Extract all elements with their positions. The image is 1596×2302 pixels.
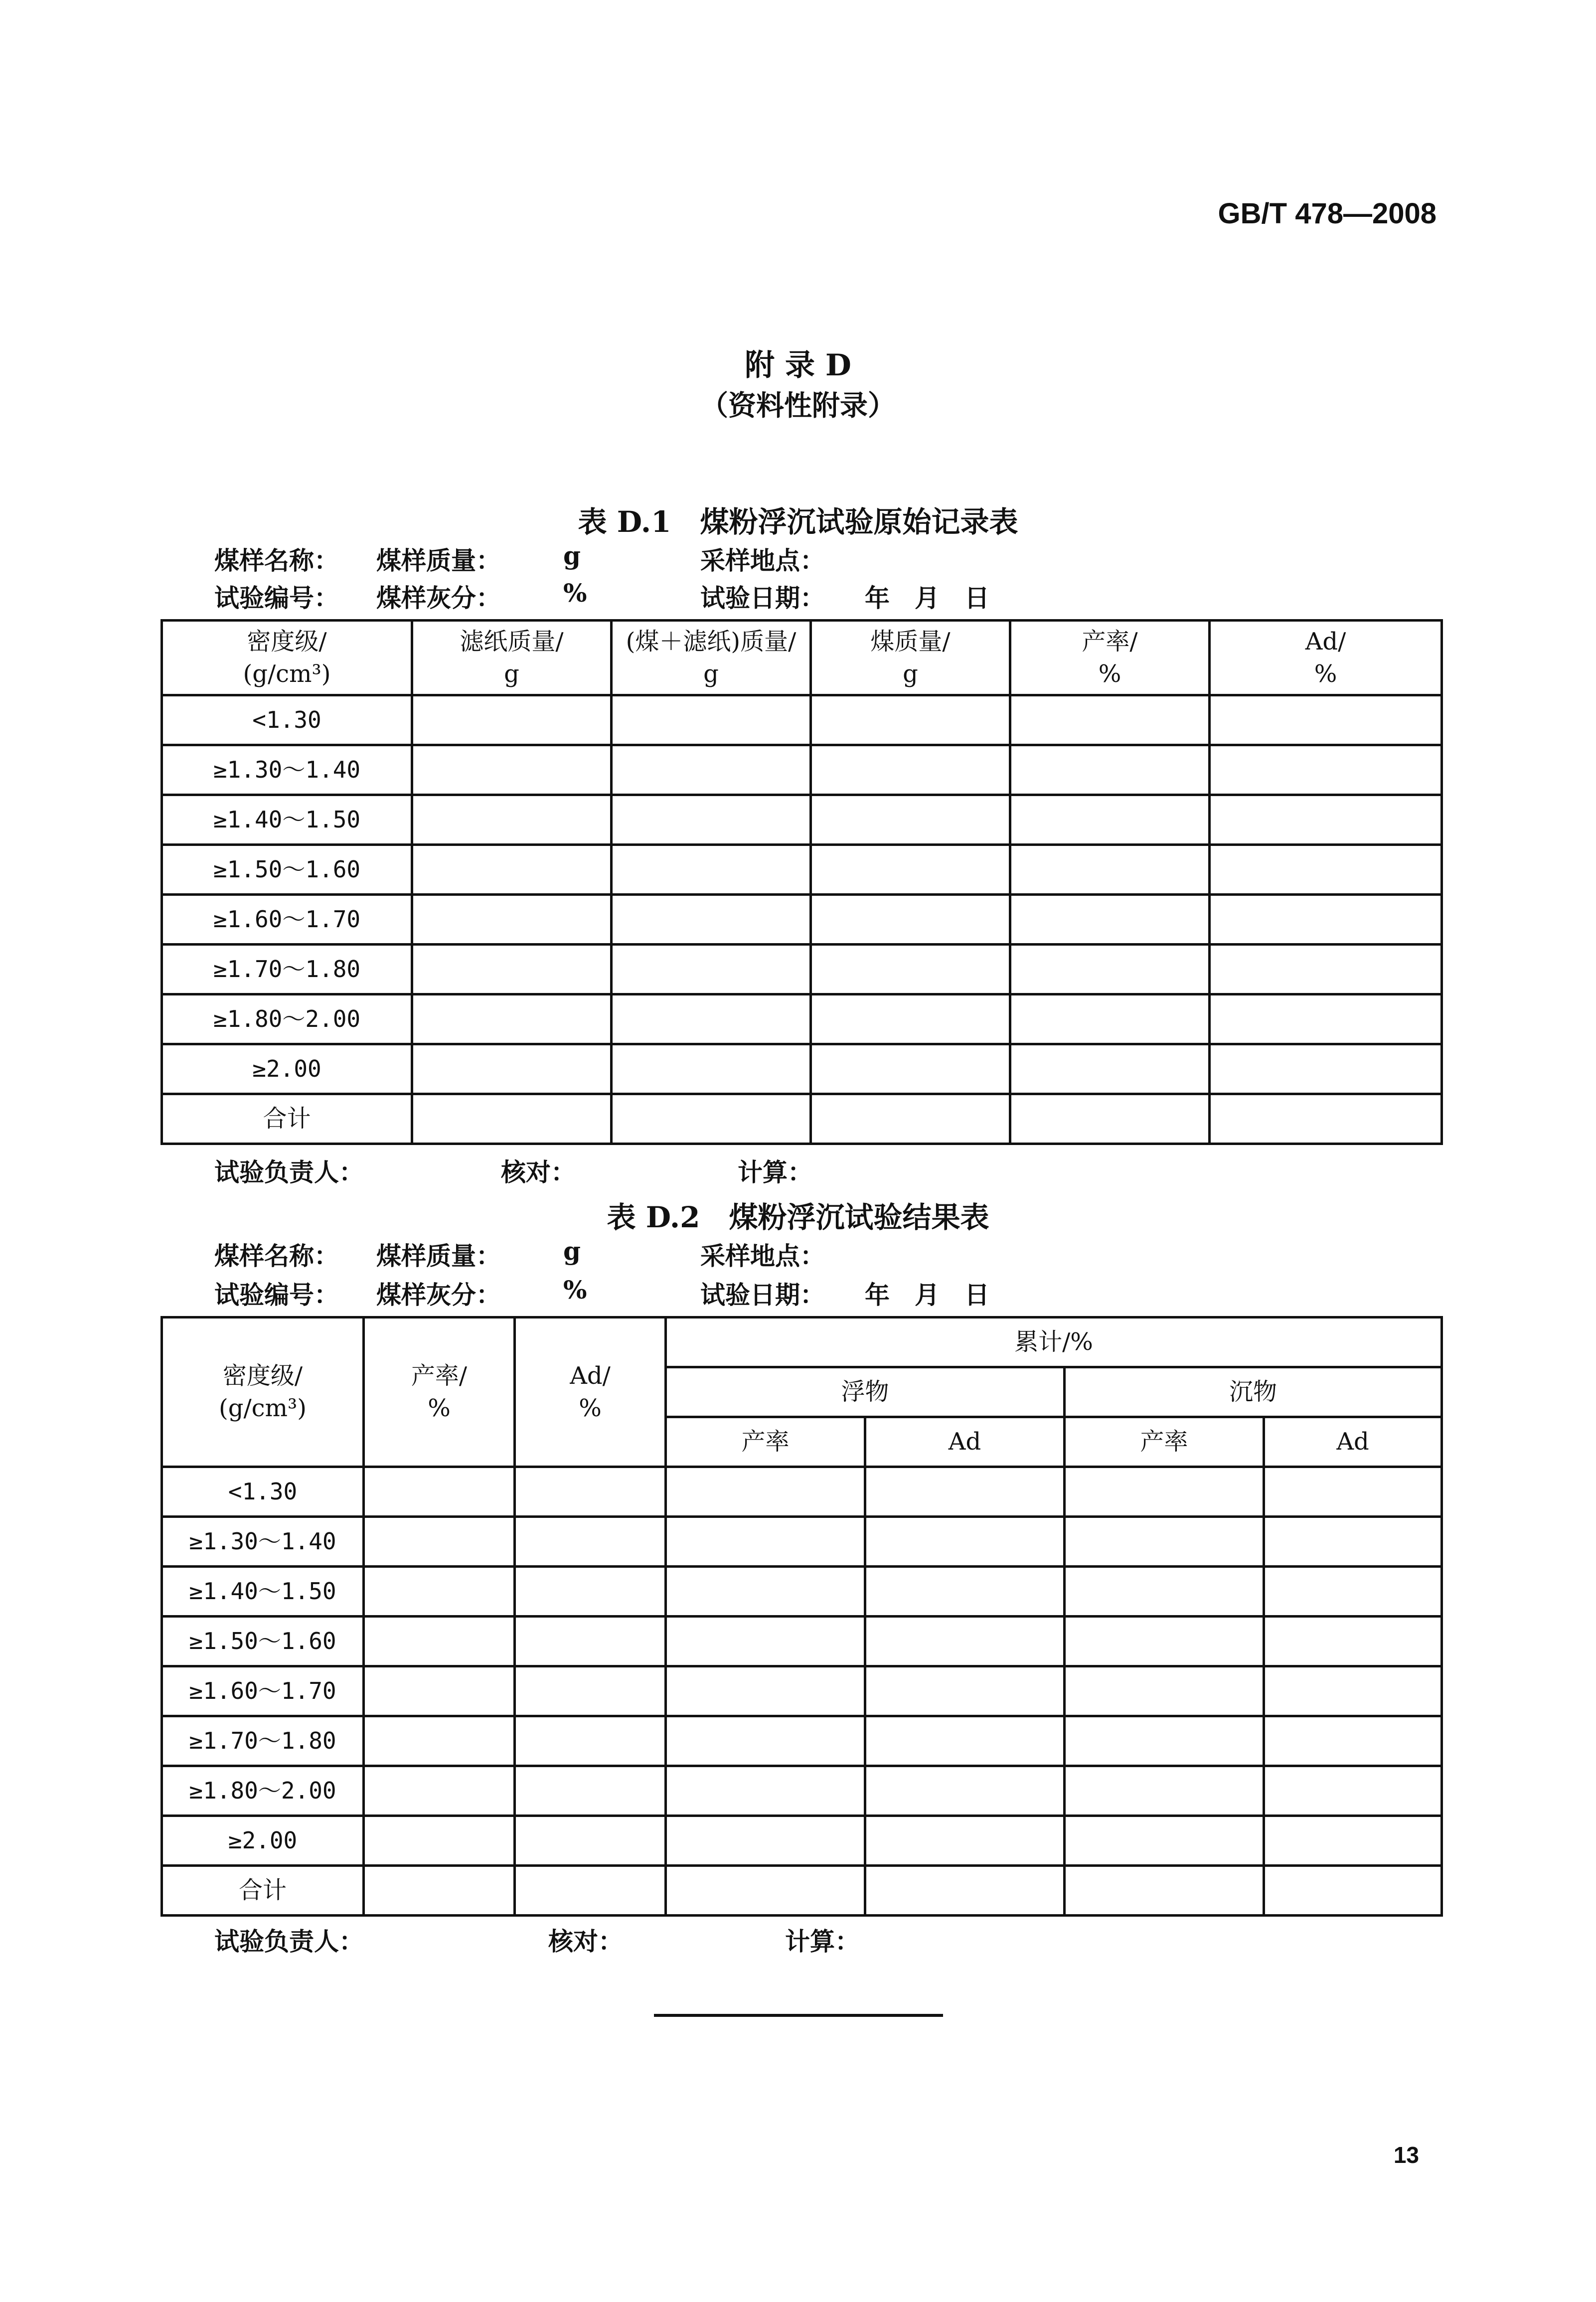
table-row — [162, 994, 1442, 1044]
data-cell[interactable] — [811, 795, 1010, 845]
data-cell[interactable] — [666, 1467, 865, 1517]
document-number: GB/T 478—2008 — [1218, 197, 1436, 230]
data-cell[interactable] — [1010, 695, 1210, 745]
table1-raw-record — [160, 619, 1443, 1145]
data-cell[interactable] — [515, 1716, 666, 1766]
density-label: ≥1.80～2.00 — [162, 1766, 364, 1816]
t2-date-month: 月 — [915, 1280, 940, 1310]
data-cell[interactable] — [364, 1716, 515, 1766]
appendix-subtitle: （资料性附录） — [700, 389, 896, 422]
data-cell[interactable] — [811, 695, 1010, 745]
data-cell[interactable] — [811, 745, 1010, 795]
data-cell[interactable] — [1010, 1044, 1210, 1094]
table-row — [162, 945, 1442, 994]
t1-header-ash: Ad/ % — [1210, 621, 1442, 695]
t1-header-coal-filter-mass: (煤＋滤纸)质量/ g — [612, 621, 811, 695]
data-cell[interactable] — [666, 1766, 865, 1816]
t2-header-cumulative: 累计/% — [666, 1317, 1442, 1367]
data-cell[interactable] — [612, 795, 811, 845]
data-cell[interactable] — [1264, 1866, 1442, 1916]
data-cell[interactable] — [364, 1666, 515, 1716]
data-cell[interactable] — [1010, 795, 1210, 845]
data-cell[interactable] — [1065, 1517, 1264, 1567]
total-label: 合计 — [162, 1094, 412, 1144]
t1-sample-name-label: 煤样名称： — [214, 546, 339, 575]
data-cell[interactable] — [515, 1766, 666, 1816]
data-cell[interactable] — [412, 994, 612, 1044]
data-cell[interactable] — [612, 895, 811, 945]
data-cell[interactable] — [865, 1517, 1065, 1567]
t2-sample-mass-label: 煤样质量： — [376, 1241, 501, 1271]
t2-checker-label: 核对： — [548, 1927, 623, 1956]
data-cell[interactable] — [1210, 945, 1442, 994]
data-cell[interactable] — [1065, 1716, 1264, 1766]
data-cell[interactable] — [515, 1567, 666, 1617]
t1-sample-ash-label: 煤样灰分： — [376, 583, 501, 613]
data-cell[interactable] — [515, 1816, 666, 1866]
data-cell[interactable] — [1264, 1467, 1442, 1517]
t2-date-day: 日 — [964, 1280, 989, 1310]
table-row — [162, 845, 1442, 895]
density-label: ≥1.40～1.50 — [162, 1567, 364, 1617]
data-cell[interactable] — [412, 795, 612, 845]
data-cell[interactable] — [1010, 745, 1210, 795]
density-label: ≥2.00 — [162, 1044, 412, 1094]
data-cell[interactable] — [1065, 1467, 1264, 1517]
data-cell[interactable] — [865, 1567, 1065, 1617]
data-cell[interactable] — [1010, 1094, 1210, 1144]
t2-sampling-site-label: 采样地点： — [700, 1241, 825, 1271]
total-label: 合计 — [162, 1866, 364, 1916]
t1-date-year: 年 — [865, 583, 890, 613]
data-cell[interactable] — [865, 1766, 1065, 1816]
t2-mass-unit: g — [563, 1236, 581, 1266]
table-row-total — [162, 1094, 1442, 1144]
t2-header-float-yield: 产率 — [666, 1417, 865, 1467]
t2-header-ash: Ad/ % — [515, 1317, 666, 1467]
table-row — [162, 745, 1442, 795]
data-cell[interactable] — [364, 1617, 515, 1666]
table-row — [162, 1666, 1442, 1716]
data-cell[interactable] — [811, 1044, 1010, 1094]
data-cell[interactable] — [811, 945, 1010, 994]
density-label: <1.30 — [162, 695, 412, 745]
data-cell[interactable] — [811, 845, 1010, 895]
density-label: ≥1.50～1.60 — [162, 845, 412, 895]
table-row — [162, 695, 1442, 745]
data-cell[interactable] — [811, 994, 1010, 1044]
t2-ash-unit: % — [563, 1275, 587, 1305]
data-cell[interactable] — [666, 1716, 865, 1766]
data-cell[interactable] — [1264, 1716, 1442, 1766]
t1-date-month: 月 — [915, 583, 940, 613]
data-cell[interactable] — [412, 1094, 612, 1144]
t2-date-year: 年 — [865, 1280, 890, 1310]
data-cell[interactable] — [1065, 1617, 1264, 1666]
t1-header-density: 密度级/ (g/cm³) — [162, 621, 412, 695]
t2-calculator-label: 计算： — [785, 1927, 860, 1956]
data-cell[interactable] — [412, 695, 612, 745]
data-cell[interactable] — [1264, 1766, 1442, 1816]
table1-header-row — [162, 621, 1442, 695]
density-label: ≥1.80～2.00 — [162, 994, 412, 1044]
density-label: ≥1.70～1.80 — [162, 945, 412, 994]
t2-header-sink-ash: Ad — [1264, 1417, 1442, 1467]
table1-caption: 表 D.1 煤粉浮沉试验原始记录表 — [578, 505, 1018, 539]
t1-test-number-label: 试验编号： — [214, 583, 339, 613]
density-label: ≥2.00 — [162, 1816, 364, 1866]
data-cell[interactable] — [412, 745, 612, 795]
data-cell[interactable] — [1264, 1617, 1442, 1666]
data-cell[interactable] — [1210, 895, 1442, 945]
data-cell[interactable] — [1065, 1567, 1264, 1617]
t1-header-yield: 产率/ % — [1010, 621, 1210, 695]
data-cell[interactable] — [612, 845, 811, 895]
table-row — [162, 1716, 1442, 1766]
data-cell[interactable] — [1010, 895, 1210, 945]
data-cell[interactable] — [515, 1617, 666, 1666]
t2-header-float: 浮物 — [666, 1367, 1065, 1417]
t2-sample-name-label: 煤样名称： — [214, 1241, 339, 1271]
data-cell[interactable] — [364, 1766, 515, 1816]
density-label: ≥1.30～1.40 — [162, 745, 412, 795]
data-cell[interactable] — [1210, 695, 1442, 745]
density-label: ≥1.50～1.60 — [162, 1617, 364, 1666]
table-row-total — [162, 1866, 1442, 1916]
t2-test-number-label: 试验编号： — [214, 1280, 339, 1310]
density-label: ≥1.60～1.70 — [162, 895, 412, 945]
t1-ash-unit: % — [563, 578, 587, 608]
data-cell[interactable] — [364, 1567, 515, 1617]
t1-responsible-label: 试验负责人： — [214, 1157, 364, 1187]
data-cell[interactable] — [1264, 1666, 1442, 1716]
data-cell[interactable] — [412, 945, 612, 994]
data-cell[interactable] — [1210, 845, 1442, 895]
t1-checker-label: 核对： — [501, 1157, 576, 1187]
table-row — [162, 895, 1442, 945]
table-row — [162, 1816, 1442, 1866]
data-cell[interactable] — [1210, 795, 1442, 845]
data-cell[interactable] — [666, 1567, 865, 1617]
data-cell[interactable] — [865, 1716, 1065, 1766]
t2-header-float-ash: Ad — [865, 1417, 1065, 1467]
density-label: ≥1.40～1.50 — [162, 795, 412, 845]
table-row — [162, 1766, 1442, 1816]
table-row — [162, 1567, 1442, 1617]
data-cell[interactable] — [1264, 1567, 1442, 1617]
data-cell[interactable] — [1210, 1094, 1442, 1144]
data-cell[interactable] — [865, 1666, 1065, 1716]
density-label: ≥1.30～1.40 — [162, 1517, 364, 1567]
data-cell[interactable] — [1264, 1816, 1442, 1866]
data-cell[interactable] — [515, 1866, 666, 1916]
data-cell[interactable] — [612, 994, 811, 1044]
data-cell[interactable] — [612, 695, 811, 745]
data-cell[interactable] — [364, 1866, 515, 1916]
data-cell[interactable] — [412, 895, 612, 945]
t1-mass-unit: g — [563, 541, 581, 570]
data-cell[interactable] — [412, 1044, 612, 1094]
data-cell[interactable] — [666, 1866, 865, 1916]
data-cell[interactable] — [612, 1044, 811, 1094]
table-row — [162, 1044, 1442, 1094]
density-label: ≥1.70～1.80 — [162, 1716, 364, 1766]
data-cell[interactable] — [1065, 1666, 1264, 1716]
data-cell[interactable] — [364, 1816, 515, 1866]
data-cell[interactable] — [1065, 1816, 1264, 1866]
data-cell[interactable] — [364, 1517, 515, 1567]
data-cell[interactable] — [865, 1617, 1065, 1666]
data-cell[interactable] — [865, 1866, 1065, 1916]
data-cell[interactable] — [412, 845, 612, 895]
density-label: <1.30 — [162, 1467, 364, 1517]
data-cell[interactable] — [666, 1816, 865, 1866]
data-cell[interactable] — [612, 945, 811, 994]
table-row — [162, 1617, 1442, 1666]
table-row — [162, 1467, 1442, 1517]
data-cell[interactable] — [364, 1467, 515, 1517]
data-cell[interactable] — [865, 1816, 1065, 1866]
data-cell[interactable] — [1210, 1044, 1442, 1094]
t2-sample-ash-label: 煤样灰分： — [376, 1280, 501, 1310]
appendix-title: 附 录 D — [745, 348, 851, 383]
data-cell[interactable] — [612, 745, 811, 795]
table-row — [162, 795, 1442, 845]
t2-responsible-label: 试验负责人： — [214, 1927, 364, 1956]
t2-header-density: 密度级/ (g/cm³) — [162, 1317, 364, 1467]
t1-calculator-label: 计算： — [738, 1157, 812, 1187]
page-number: 13 — [1393, 2142, 1419, 2168]
t2-header-yield: 产率/ % — [364, 1317, 515, 1467]
data-cell[interactable] — [1264, 1517, 1442, 1567]
end-rule — [654, 2014, 943, 2017]
table2-caption: 表 D.2 煤粉浮沉试验结果表 — [607, 1200, 989, 1234]
data-cell[interactable] — [515, 1666, 666, 1716]
table2-results — [160, 1316, 1443, 1917]
t1-header-filter-mass: 滤纸质量/ g — [412, 621, 612, 695]
data-cell[interactable] — [1010, 945, 1210, 994]
data-cell[interactable] — [1010, 994, 1210, 1044]
data-cell[interactable] — [1210, 745, 1442, 795]
density-label: ≥1.60～1.70 — [162, 1666, 364, 1716]
data-cell[interactable] — [1065, 1866, 1264, 1916]
t1-date-day: 日 — [964, 583, 989, 613]
t1-test-date-label: 试验日期： — [700, 583, 825, 613]
data-cell[interactable] — [1065, 1766, 1264, 1816]
t1-sample-mass-label: 煤样质量： — [376, 546, 501, 575]
data-cell[interactable] — [612, 1094, 811, 1144]
data-cell[interactable] — [811, 1094, 1010, 1144]
t2-test-date-label: 试验日期： — [700, 1280, 825, 1310]
table2-header-row-1 — [162, 1317, 1442, 1367]
data-cell[interactable] — [515, 1517, 666, 1567]
data-cell[interactable] — [865, 1467, 1065, 1517]
data-cell[interactable] — [1010, 845, 1210, 895]
table-row — [162, 1517, 1442, 1567]
t1-header-coal-mass: 煤质量/ g — [811, 621, 1010, 695]
data-cell[interactable] — [515, 1467, 666, 1517]
data-cell[interactable] — [1210, 994, 1442, 1044]
data-cell[interactable] — [811, 895, 1010, 945]
data-cell[interactable] — [666, 1617, 865, 1666]
data-cell[interactable] — [666, 1517, 865, 1567]
t2-header-sink: 沉物 — [1065, 1367, 1442, 1417]
t1-sampling-site-label: 采样地点： — [700, 546, 825, 575]
t2-header-sink-yield: 产率 — [1065, 1417, 1264, 1467]
data-cell[interactable] — [666, 1666, 865, 1716]
